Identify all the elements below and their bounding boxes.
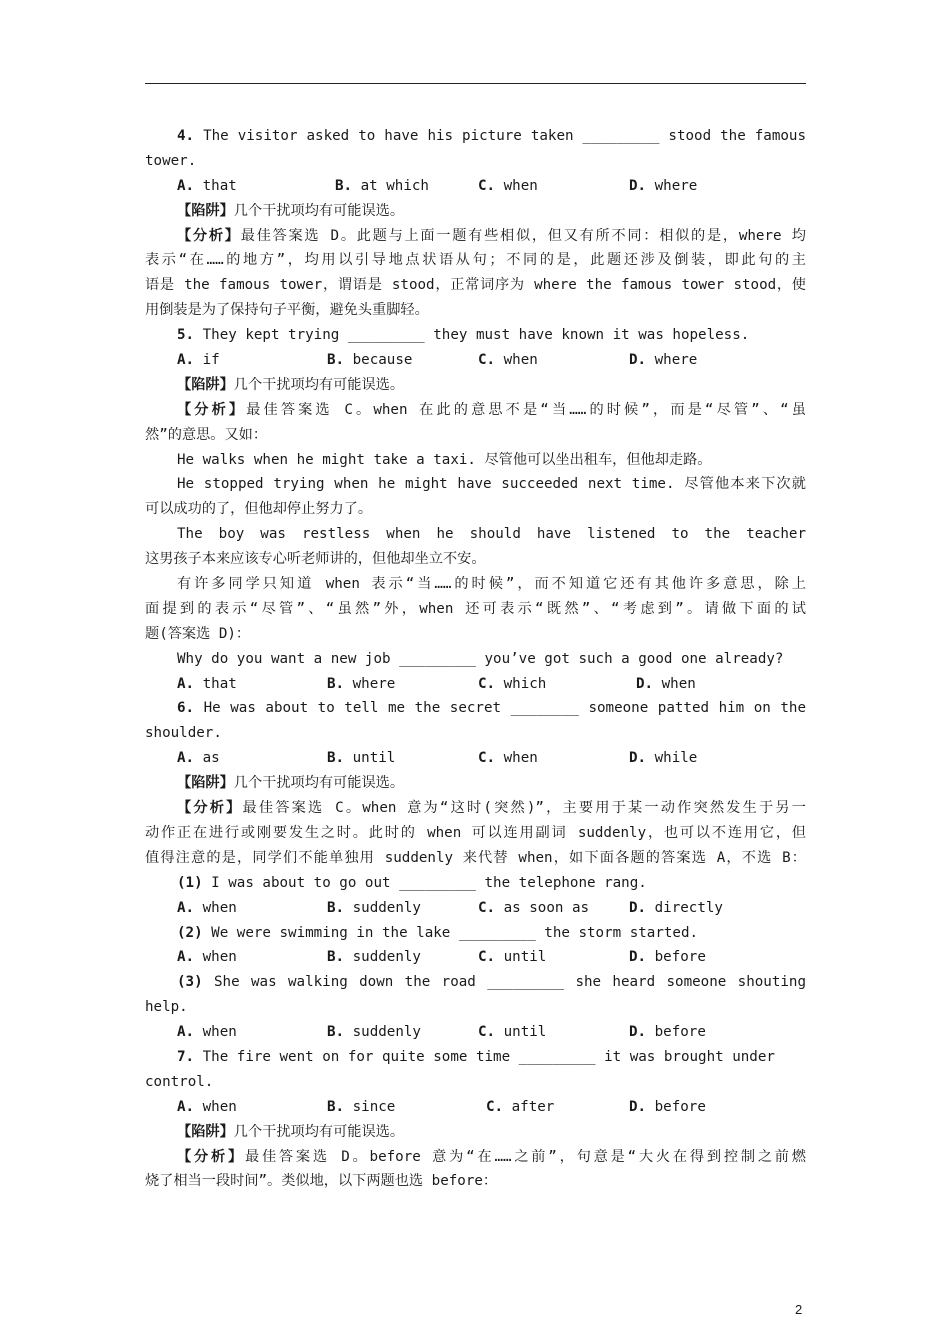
q6-options: A. as B. until C. when D. while	[177, 750, 698, 767]
q6-sub3-cont: help.	[145, 999, 188, 1016]
q7-trap: 【陷阱】几个干扰项均有可能误选。	[177, 1123, 405, 1140]
header-rule	[145, 83, 806, 84]
q6-trap: 【陷阱】几个干扰项均有可能误选。	[177, 775, 405, 792]
q6-sub2-options: A. when B. suddenly C. until D. before	[177, 949, 706, 966]
q6-stem-cont: shoulder.	[145, 725, 222, 742]
q5-options: A. if B. because C. when D. where	[177, 352, 698, 369]
q5-example: 这男孩子本来应该专心听老师讲的，但他却坐立不安。	[145, 551, 486, 568]
q5-example: He stopped trying when he might have succeeded next time. 尽管他本来下次就	[177, 476, 806, 493]
q5-extra-options: A. that B. where C. which D. when	[177, 675, 696, 692]
q5-stem: 5. They kept trying _________ they must have known it was hopeless.	[177, 327, 750, 344]
q4-analysis-line: 用倒装是为了保持句子平衡，避免头重脚轻。	[145, 302, 429, 319]
q4-analysis-line: 语是 the famous tower，谓语是 stood，正常词序为 where the famous tower stood，使	[145, 277, 806, 294]
q6-sub2: (2) We were swimming in the lake _________ the storm started.	[177, 924, 699, 941]
q5-note: 有许多同学只知道 when 表示“当……的时候”，而不知道它还有其他许多意思，除上	[177, 576, 806, 593]
q6-analysis: 【分析】最佳答案选 C。when 意为“这时(突然)”，主要用于某一动作突然发生于另一	[177, 800, 806, 817]
q5-example: He walks when he might take a taxi. 尽管他可以坐出租车，但他却走路。	[177, 451, 712, 468]
q7-analysis-line: 烧了相当一段时间”。类似地，以下两题也选 before：	[145, 1173, 498, 1190]
q7-stem: 7. The fire went on for quite some time _________ it was brought under	[177, 1048, 775, 1065]
q6-sub3-options: A. when B. suddenly C. until D. before	[177, 1024, 706, 1041]
q5-example: 可以成功的了，但他却停止努力了。	[145, 501, 373, 518]
q5-extra-question: Why do you want a new job _________ you’ve got such a good one already?	[177, 650, 784, 667]
q7-options: A. when B. since C. after D. before	[177, 1098, 706, 1115]
q5-trap: 【陷阱】几个干扰项均有可能误选。	[177, 376, 405, 393]
q6-stem: 6. He was about to tell me the secret ________ someone patted him on the	[177, 700, 806, 717]
q7-stem-cont: control.	[145, 1073, 214, 1090]
q6-sub3: (3) She was walking down the road _________ she heard someone shouting	[177, 974, 806, 991]
q5-analysis-line: 然”的意思。又如：	[145, 426, 268, 443]
q4-analysis: 【分析】最佳答案选 D。此题与上面一题有些相似，但又有所不同：相似的是，where 均	[177, 227, 806, 244]
q5-example: The boy was restless when he should have listened to the teacher	[177, 526, 806, 543]
q6-sub1-options: A. when B. suddenly C. as soon as D. directly	[177, 899, 723, 916]
page-number: 2	[795, 1302, 803, 1317]
document-body	[145, 124, 806, 1194]
q5-note: 题(答案选 D)：	[145, 625, 251, 642]
q4-stem-cont: tower.	[145, 152, 197, 169]
q4-analysis-line: 表示“在……的地方”，均用以引导地点状语从句；不同的是，此题还涉及倒装，即此句的主	[145, 252, 806, 269]
q4-trap: 【陷阱】几个干扰项均有可能误选。	[177, 202, 405, 219]
q6-analysis-line: 动作正在进行或刚要发生之时。此时的 when 可以连用副词 suddenly，也可以不连用它，但	[145, 824, 806, 841]
q7-analysis: 【分析】最佳答案选 D。before 意为“在……之前”，句意是“大火在得到控制之前燃	[177, 1148, 806, 1165]
q4-options: A. that B. at which C. when D. where	[177, 177, 698, 194]
q6-analysis-line: 值得注意的是，同学们不能单独用 suddenly 来代替 when，如下面各题的答案选 A，不选 B：	[145, 849, 806, 866]
q5-analysis: 【分析】最佳答案选 C。when 在此的意思不是“当……的时候”，而是“尽管”、“虽	[177, 401, 806, 418]
q4-stem: 4. The visitor asked to have his picture taken _________ stood the famous	[177, 128, 806, 144]
q5-note: 面提到的表示“尽管”、“虽然”外，when 还可表示“既然”、“考虑到”。请做下面的试	[145, 600, 806, 617]
q6-sub1: (1) I was about to go out _________ the telephone rang.	[177, 874, 647, 891]
